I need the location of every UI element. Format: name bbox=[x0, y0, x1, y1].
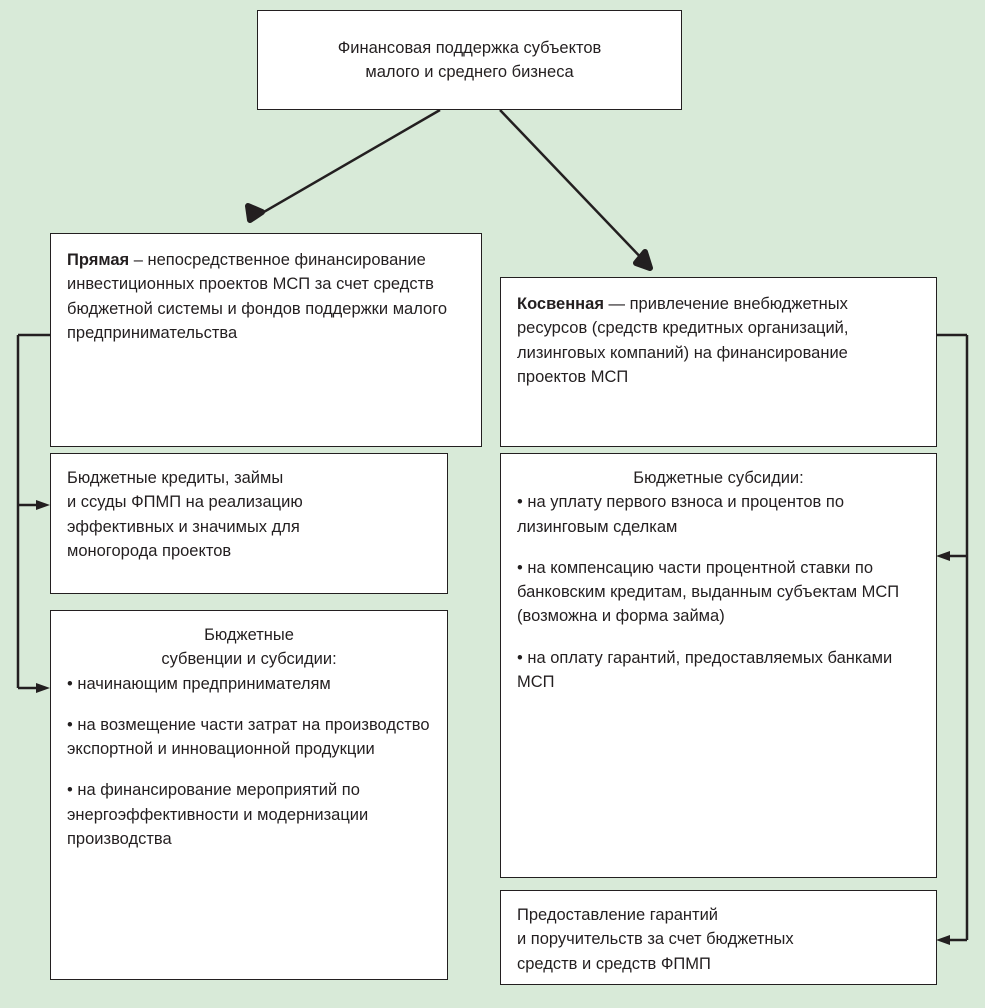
indirect-item-1-heading: Бюджетные субсидии: bbox=[633, 469, 804, 487]
indirect-item-2-line-3: средств и средств ФПМП bbox=[517, 954, 711, 973]
direct-item-2-bullet-3: • на финансирование мероприятий по энергоэффективности и модернизации производства bbox=[67, 781, 369, 848]
arrow-root-to-indirect bbox=[500, 110, 650, 268]
indirect-support-text bbox=[517, 292, 920, 389]
node-title-line-2: малого и среднего бизнеса bbox=[365, 63, 574, 81]
node-direct-support bbox=[50, 233, 482, 447]
direct-item-2-bullet-2: • на возмещение части затрат на производство экспортной и инновационной продукции bbox=[67, 715, 430, 758]
direct-item-1-line-2: и ссуды ФПМП на реализацию bbox=[67, 493, 303, 512]
direct-item-2-bullet-1: • начинающим предпринимателям bbox=[67, 674, 331, 693]
indirect-item-2-line-1: Предоставление гарантий bbox=[517, 906, 719, 924]
indirect-item-2-line-2: и поручительств за счет бюджетных bbox=[517, 930, 794, 949]
indirect-item-1-bullet-2: • на компенсацию части процентной ставки по банковским кредитам, выданным субъектам МСП (возможна и форма займа) bbox=[517, 558, 900, 626]
direct-item-2-heading-line-2: субвенции и субсидии: bbox=[161, 650, 337, 669]
node-indirect-item-subsidies bbox=[500, 453, 937, 878]
node-title bbox=[257, 10, 682, 110]
node-indirect-support bbox=[500, 277, 937, 447]
indirect-support-body: — привлечение внебюджетных ресурсов (средств кредитных организаций, лизинговых компаний) на финансирование проектов МСП bbox=[517, 295, 849, 386]
direct-support-label: Прямая bbox=[67, 251, 130, 269]
node-title-line-1: Финансовая поддержка субъектов bbox=[337, 38, 602, 57]
direct-item-1-line-3: эффективных и значимых для bbox=[67, 517, 300, 536]
node-indirect-item-guarantees bbox=[500, 890, 937, 985]
direct-support-body: – непосредственное финансирование инвестиционных проектов МСП за счет средств бюджетной системы и фондов поддержки малого предпринимательства bbox=[67, 251, 448, 342]
arrow-root-to-direct bbox=[248, 110, 440, 220]
indirect-support-label: Косвенная bbox=[517, 295, 604, 313]
node-direct-item-subventions bbox=[50, 610, 448, 980]
direct-item-1-line-1: Бюджетные кредиты, займы bbox=[67, 469, 284, 487]
connector-direct-branch bbox=[18, 335, 52, 693]
direct-item-1-line-4: моногорода проектов bbox=[67, 541, 232, 560]
connector-indirect-branch bbox=[934, 335, 967, 945]
indirect-item-1-bullet-3: • на оплату гарантий, предоставляемых банками МСП bbox=[517, 648, 893, 691]
direct-item-2-heading-line-1: Бюджетные bbox=[204, 626, 294, 644]
indirect-item-1-bullet-1: • на уплату первого взноса и процентов по лизинговым сделкам bbox=[517, 493, 844, 536]
node-direct-item-credits bbox=[50, 453, 448, 594]
direct-support-text bbox=[67, 248, 465, 345]
